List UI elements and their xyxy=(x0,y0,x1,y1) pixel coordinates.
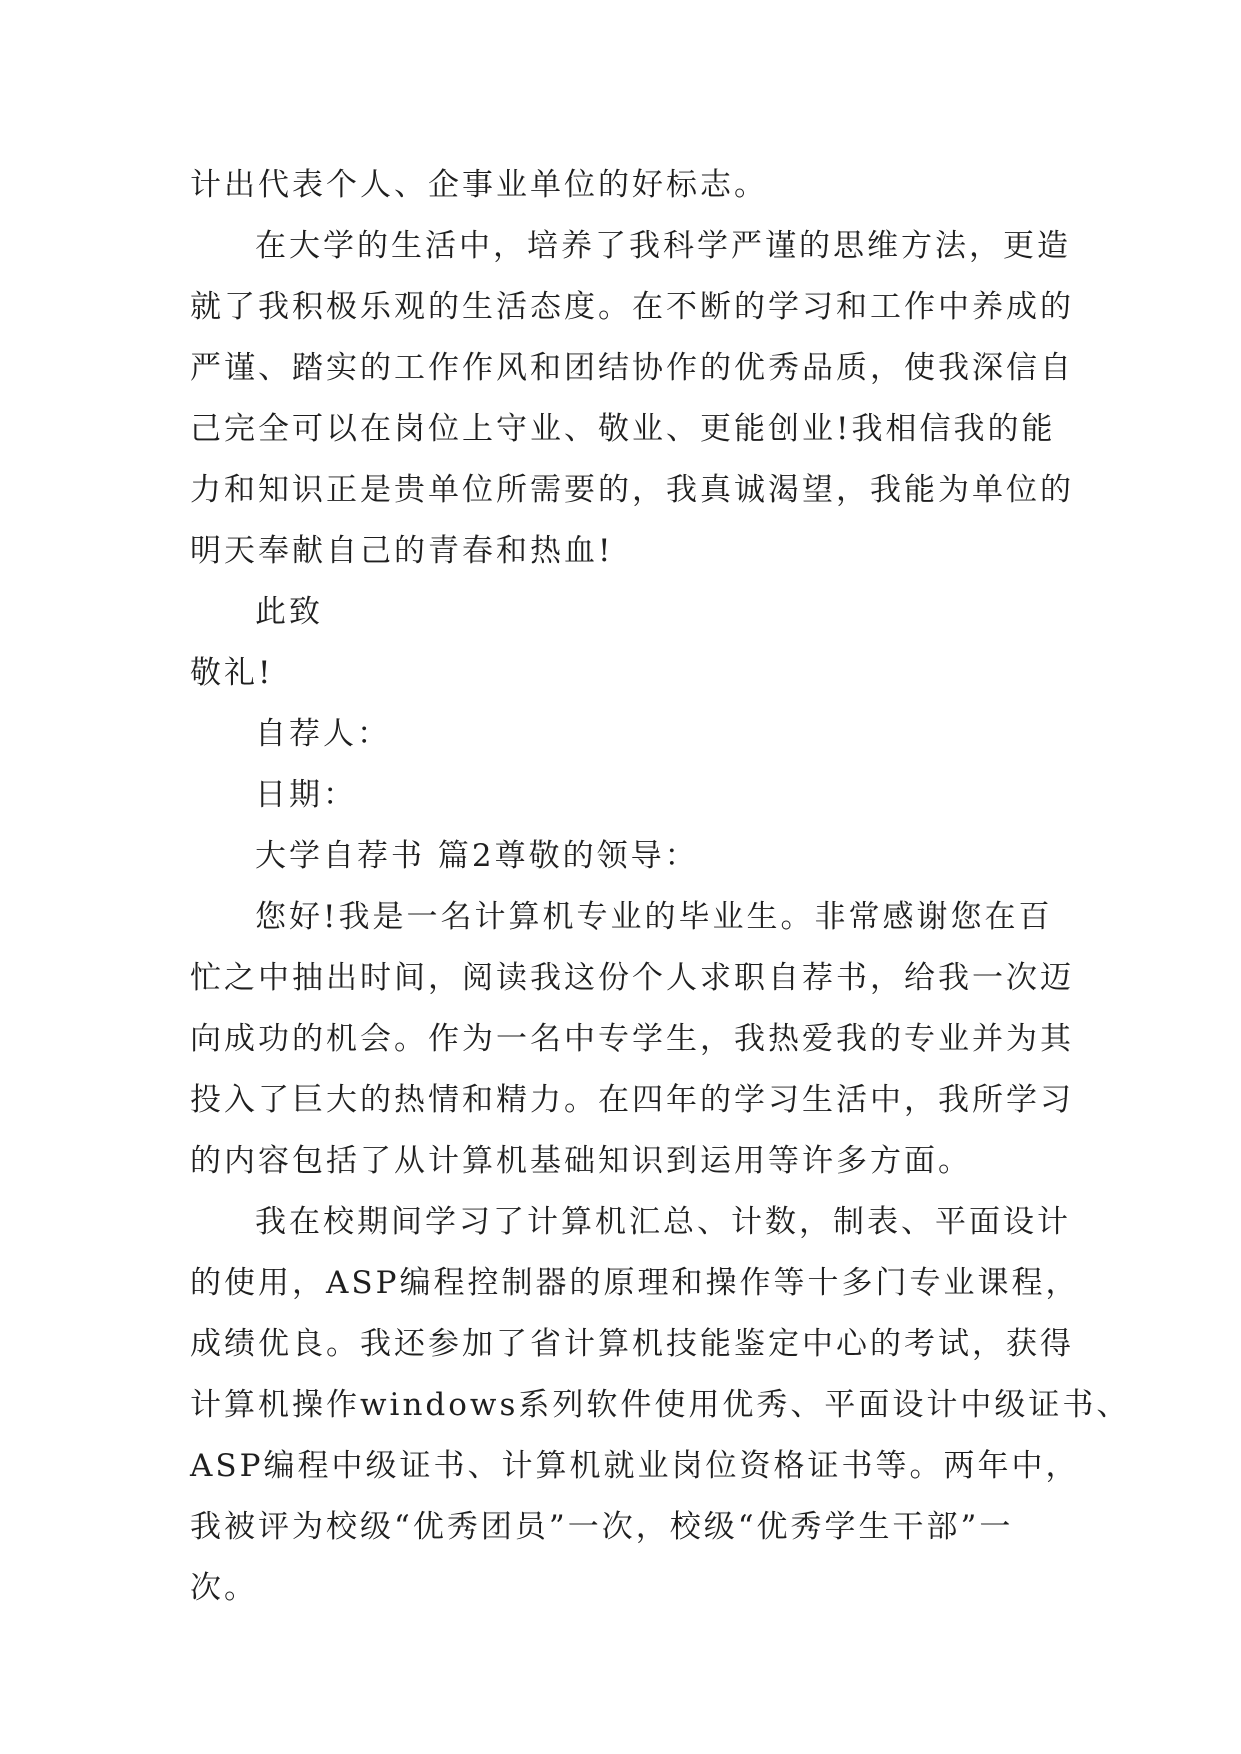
text-line: 在大学的生活中，培养了我科学严谨的思维方法，更造 xyxy=(255,228,1071,264)
text-line: 此致 xyxy=(255,594,323,630)
text-line: 的使用，ASP编程控制器的原理和操作等十多门专业课程， xyxy=(190,1265,1080,1301)
text-line: 计算机操作windows系列软件使用优秀、平面设计中级证书、 xyxy=(190,1387,1131,1423)
section-heading-part2 xyxy=(190,826,1050,887)
salutation-jingli xyxy=(190,643,1050,704)
text-line: 大学自荐书 篇2尊敬的领导： xyxy=(255,838,699,874)
paragraph-introduction xyxy=(190,887,1074,1192)
text-line: 您好!我是一名计算机专业的毕业生。非常感谢您在百 xyxy=(255,899,1053,935)
document-body xyxy=(190,155,1131,1619)
text-line: ASP编程中级证书、计算机就业岗位资格证书等。两年中， xyxy=(190,1448,1080,1484)
text-line: 敬礼! xyxy=(190,655,274,691)
paragraph-coursework xyxy=(190,1192,1131,1619)
text-line: 力和知识正是贵单位所需要的，我真诚渴望，我能为单位的 xyxy=(190,472,1074,508)
text-line: 明天奉献自己的青春和热血! xyxy=(190,533,614,569)
text-line: 向成功的机会。作为一名中专学生，我热爱我的专业并为其 xyxy=(190,1021,1074,1057)
text-line: 我在校期间学习了计算机汇总、计数，制表、平面设计 xyxy=(255,1204,1071,1240)
salutation-cizhi xyxy=(190,582,1050,643)
text-line: 己完全可以在岗位上守业、敬业、更能创业!我相信我的能 xyxy=(190,411,1056,447)
text-line: 次。 xyxy=(190,1570,258,1606)
paragraph-closing-fragment xyxy=(190,155,1050,216)
text-line: 的内容包括了从计算机基础知识到运用等许多方面。 xyxy=(190,1143,972,1179)
signature-date xyxy=(190,765,1050,826)
text-line: 我被评为校级“优秀团员”一次，校级“优秀学生干部”一 xyxy=(190,1509,1014,1545)
text-line: 计出代表个人、企事业单位的好标志。 xyxy=(190,167,768,203)
text-line: 投入了巨大的热情和精力。在四年的学习生活中，我所学习 xyxy=(190,1082,1074,1118)
text-line: 自荐人： xyxy=(255,716,391,752)
text-line: 严谨、踏实的工作作风和团结协作的优秀品质，使我深信自 xyxy=(190,350,1074,386)
text-line: 日期： xyxy=(255,777,357,813)
signature-recommender xyxy=(190,704,1050,765)
paragraph-university-life xyxy=(190,216,1074,582)
text-line: 就了我积极乐观的生活态度。在不断的学习和工作中养成的 xyxy=(190,289,1074,325)
text-line: 成绩优良。我还参加了省计算机技能鉴定中心的考试，获得 xyxy=(190,1326,1074,1362)
text-line: 忙之中抽出时间，阅读我这份个人求职自荐书，给我一次迈 xyxy=(190,960,1074,996)
